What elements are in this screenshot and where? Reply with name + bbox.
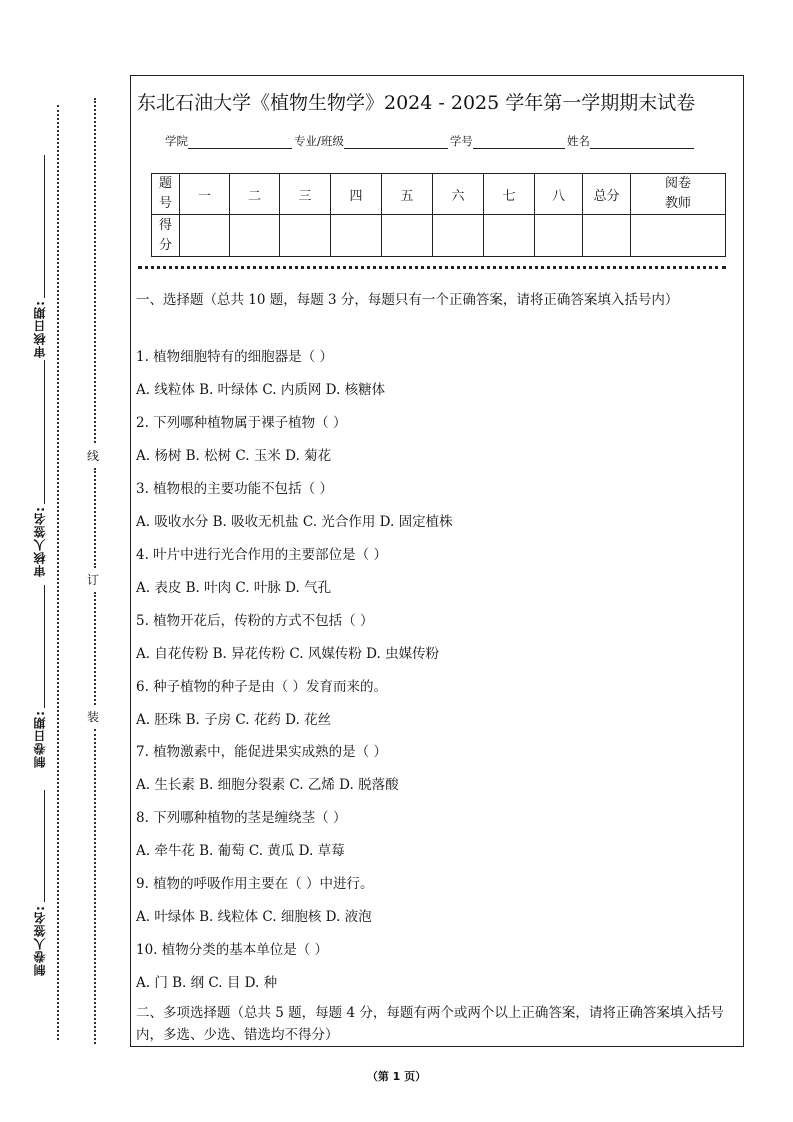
student-info-row: [165, 133, 696, 149]
question-3: 3. 植物根的主要功能不包括（ ）: [136, 481, 333, 497]
reviewer-sign-line: [44, 360, 45, 504]
question-8-options: A. 牵牛花 B. 葡萄 C. 黄瓜 D. 草莓: [136, 843, 345, 859]
cut-line-segment-2: [94, 468, 96, 568]
name-label: 姓名: [566, 134, 590, 148]
score-cell-3[interactable]: [280, 215, 331, 257]
question-number-label: 题 号: [152, 174, 180, 215]
score-cell-8[interactable]: [535, 215, 583, 257]
question-1: 1. 植物细胞特有的细胞器是（ ）: [136, 349, 333, 365]
question-8: 8. 下列哪种植物的茎是缠绕茎（ ）: [136, 810, 347, 826]
grader-label: 阅卷 教师: [631, 174, 726, 215]
review-date-line: [44, 155, 45, 298]
col-header-7: 七: [484, 174, 535, 215]
score-cell-total[interactable]: [583, 215, 631, 257]
make-date-label: 制卷日期:: [33, 710, 47, 768]
question-10: 10. 植物分类的基本单位是（ ）: [136, 942, 329, 958]
student-id-field[interactable]: [473, 136, 565, 149]
question-2: 2. 下列哪种植物属于裸子植物（ ）: [136, 415, 347, 431]
question-1-options: A. 线粒体 B. 叶绿体 C. 内质网 D. 核糖体: [136, 382, 386, 398]
cut-line-char-ding: 订: [87, 573, 100, 587]
question-4: 4. 叶片中进行光合作用的主要部位是（ ）: [136, 547, 387, 563]
cut-line-char-xian: 线: [87, 449, 100, 463]
cut-line-char-zhuang: 装: [87, 710, 100, 724]
reviewer-sign-label: 审核人签名:: [33, 506, 47, 577]
question-7: 7. 植物激素中，能促进果实成熟的是（ ）: [136, 744, 387, 760]
question-4-options: A. 表皮 B. 叶肉 C. 叶脉 D. 气孔: [136, 580, 332, 596]
score-cell-5[interactable]: [382, 215, 433, 257]
col-header-8: 八: [535, 174, 583, 215]
score-table-header-row: [152, 174, 726, 215]
question-2-options: A. 杨树 B. 松树 C. 玉米 D. 菊花: [136, 448, 332, 464]
cut-line-segment-4: [94, 729, 96, 1044]
section1-heading: 一、选择题（总共 10 题，每题 3 分，每题只有一个正确答案，请将正确答案填入括号内）: [136, 292, 679, 308]
grader-cell[interactable]: [631, 215, 726, 257]
question-9: 9. 植物的呼吸作用主要在（ ）中进行。: [136, 876, 374, 892]
major-class-label: 专业/班级: [294, 134, 344, 148]
exam-frame: [130, 75, 744, 1047]
make-date-line: [44, 585, 45, 708]
score-cell-6[interactable]: [433, 215, 484, 257]
score-cell-4[interactable]: [331, 215, 382, 257]
col-header-total: 总分: [583, 174, 631, 215]
maker-sign-label: 制卷人签名:: [33, 905, 47, 976]
cut-line-segment-1: [94, 98, 96, 443]
col-header-1: 一: [180, 174, 230, 215]
outer-dotted-line: [57, 105, 59, 1040]
question-7-options: A. 生长素 B. 细胞分裂素 C. 乙烯 D. 脱落酸: [136, 777, 399, 793]
question-3-options: A. 吸收水分 B. 吸收无机盐 C. 光合作用 D. 固定植株: [136, 514, 453, 530]
question-10-options: A. 门 B. 纲 C. 目 D. 种: [136, 975, 278, 991]
college-label: 学院: [165, 134, 188, 148]
col-header-6: 六: [433, 174, 484, 215]
name-field[interactable]: [590, 136, 694, 149]
question-5: 5. 植物开花后，传粉的方式不包括（ ）: [136, 613, 374, 629]
exam-title: 东北石油大学《植物生物学》2024 - 2025 学年第一学期期末试卷: [137, 92, 696, 114]
question-6: 6. 种子植物的种子是由（ ）发育而来的。: [136, 679, 387, 695]
col-header-3: 三: [280, 174, 331, 215]
col-header-5: 五: [382, 174, 433, 215]
student-id-label: 学号: [449, 134, 473, 148]
score-table-score-row: [152, 215, 726, 257]
maker-sign-line: [44, 790, 45, 902]
page-number: （第 1 页）: [366, 1070, 427, 1083]
score-label: 得 分: [152, 215, 180, 257]
college-field[interactable]: [188, 136, 292, 149]
score-cell-2[interactable]: [230, 215, 280, 257]
review-date-label: 审核日期:: [33, 300, 47, 358]
question-5-options: A. 自花传粉 B. 异花传粉 C. 风媒传粉 D. 虫媒传粉: [136, 646, 440, 662]
dotted-separator: [138, 266, 726, 269]
cut-line-segment-3: [94, 592, 96, 705]
major-class-field[interactable]: [344, 136, 448, 149]
question-6-options: A. 胚珠 B. 子房 C. 花药 D. 花丝: [136, 712, 332, 728]
col-header-2: 二: [230, 174, 280, 215]
section2-heading: 二、多项选择题（总共 5 题，每题 4 分，每题有两个或两个以上正确答案，请将正确答案填入括号内，多选、少选、错选均不得分）: [136, 1005, 724, 1043]
question-9-options: A. 叶绿体 B. 线粒体 C. 细胞核 D. 液泡: [136, 909, 372, 925]
col-header-4: 四: [331, 174, 382, 215]
score-cell-7[interactable]: [484, 215, 535, 257]
score-table: [151, 173, 726, 257]
score-cell-1[interactable]: [180, 215, 230, 257]
